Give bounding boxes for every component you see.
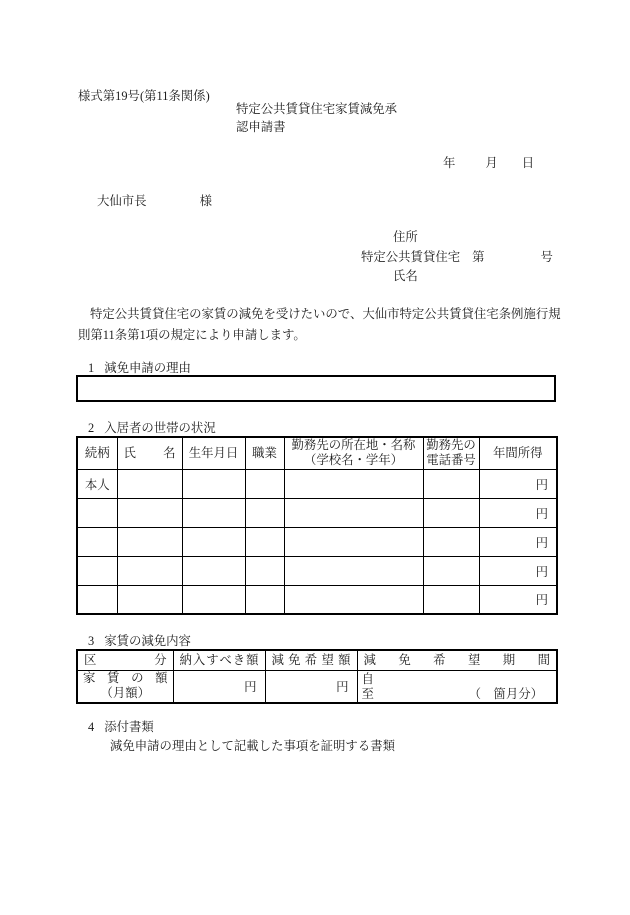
cell-workplace-5[interactable] bbox=[284, 585, 423, 614]
name-label: 氏名 bbox=[393, 269, 418, 283]
period-months-note: （ 箇月分） bbox=[468, 686, 543, 701]
statement-line1: 特定公共賃貸住宅の家賃の減免を受けたいので、大仙市特定公共賃貸住宅条例施行規 bbox=[90, 307, 561, 321]
reduction-table-data-row bbox=[77, 670, 557, 703]
cell-income-4[interactable]: 円 bbox=[479, 556, 557, 585]
section4-body: 減免申請の理由として記載した事項を証明する書類 bbox=[110, 739, 395, 753]
col-header-phone bbox=[423, 437, 479, 469]
cell-category bbox=[77, 670, 173, 703]
col-header-phone-line2: 電話番号 bbox=[426, 453, 476, 468]
date-line bbox=[443, 153, 534, 171]
cell-relation-2[interactable] bbox=[77, 498, 117, 527]
section3-number: 3 bbox=[88, 634, 95, 648]
cell-income-1[interactable]: 円 bbox=[479, 469, 557, 498]
cell-phone-5[interactable] bbox=[423, 585, 479, 614]
addressee-honorific: 様 bbox=[199, 194, 212, 208]
col-header-income: 年間所得 bbox=[479, 437, 557, 469]
household-row-5 bbox=[77, 585, 557, 614]
section1-heading bbox=[88, 358, 191, 376]
col-header-name: 氏名 bbox=[117, 437, 182, 469]
cell-name-2[interactable] bbox=[117, 498, 182, 527]
col-header-workplace-line1: 勤務先の所在地・名称 bbox=[291, 438, 416, 453]
addressee-name: 大仙市長 bbox=[97, 194, 147, 208]
housing-number-suffix: 号 bbox=[540, 250, 553, 264]
cell-income-3[interactable]: 円 bbox=[479, 527, 557, 556]
cell-birthdate-2[interactable] bbox=[182, 498, 245, 527]
col-header-desired-amount: 減免希望額 bbox=[265, 650, 357, 670]
cell-relation-5[interactable] bbox=[77, 585, 117, 614]
col-header-birthdate: 生年月日 bbox=[182, 437, 245, 469]
day-label: 日 bbox=[521, 156, 535, 170]
cell-occupation-4[interactable] bbox=[245, 556, 284, 585]
document-title bbox=[236, 101, 397, 136]
col-header-relation: 続柄 bbox=[77, 437, 117, 469]
cell-birthdate-1[interactable] bbox=[182, 469, 245, 498]
housing-label: 特定公共賃貸住宅 bbox=[361, 250, 461, 264]
section1-title: 減免申請の理由 bbox=[104, 361, 191, 375]
household-table-header-row bbox=[77, 437, 557, 469]
period-from-label: 自 bbox=[361, 671, 374, 686]
col-header-phone-line1: 勤務先の bbox=[426, 438, 476, 453]
cell-occupation-5[interactable] bbox=[245, 585, 284, 614]
section1-number: 1 bbox=[88, 361, 95, 375]
cell-birthdate-3[interactable] bbox=[182, 527, 245, 556]
cell-desired-period[interactable] bbox=[357, 670, 557, 703]
cell-workplace-1[interactable] bbox=[284, 469, 423, 498]
col-header-desired-period: 減免希望期間 bbox=[357, 650, 557, 670]
section3-heading bbox=[88, 631, 191, 649]
category-line2: （月額） bbox=[100, 686, 151, 700]
cell-income-5[interactable]: 円 bbox=[479, 585, 557, 614]
col-header-workplace-line2: （学校名・学年） bbox=[303, 453, 404, 468]
cell-occupation-3[interactable] bbox=[245, 527, 284, 556]
housing-number-line bbox=[361, 247, 553, 265]
cell-relation-1[interactable]: 本人 bbox=[77, 469, 117, 498]
cell-phone-3[interactable] bbox=[423, 527, 479, 556]
cell-birthdate-5[interactable] bbox=[182, 585, 245, 614]
col-header-workplace bbox=[284, 437, 423, 469]
cell-phone-2[interactable] bbox=[423, 498, 479, 527]
reason-input-box[interactable] bbox=[76, 375, 556, 402]
cell-amount-due[interactable]: 円 bbox=[173, 670, 265, 703]
cell-workplace-4[interactable] bbox=[284, 556, 423, 585]
period-to-label: 至 bbox=[361, 686, 374, 701]
cell-workplace-3[interactable] bbox=[284, 527, 423, 556]
section2-heading bbox=[88, 418, 216, 436]
statement-line2: 則第11条第1項の規定により申請します。 bbox=[78, 328, 306, 342]
cell-phone-1[interactable] bbox=[423, 469, 479, 498]
section3-title: 家賃の減免内容 bbox=[104, 634, 191, 648]
cell-occupation-2[interactable] bbox=[245, 498, 284, 527]
cell-income-2[interactable]: 円 bbox=[479, 498, 557, 527]
household-row-4 bbox=[77, 556, 557, 585]
household-row-3 bbox=[77, 527, 557, 556]
cell-phone-4[interactable] bbox=[423, 556, 479, 585]
cell-relation-4[interactable] bbox=[77, 556, 117, 585]
year-label: 年 bbox=[443, 156, 456, 170]
document-title-line1: 特定公共賃貸住宅家賃減免承 bbox=[236, 102, 398, 116]
cell-name-1[interactable] bbox=[117, 469, 182, 498]
household-row-1 bbox=[77, 469, 557, 498]
household-status-table bbox=[76, 436, 558, 615]
section2-number: 2 bbox=[88, 421, 95, 435]
section4-number: 4 bbox=[88, 720, 95, 734]
cell-name-3[interactable] bbox=[117, 527, 182, 556]
application-statement bbox=[78, 304, 562, 346]
rent-reduction-table bbox=[76, 649, 558, 704]
cell-relation-3[interactable] bbox=[77, 527, 117, 556]
month-label: 月 bbox=[485, 156, 498, 170]
household-row-2 bbox=[77, 498, 557, 527]
addressee-line bbox=[97, 191, 212, 209]
cell-name-5[interactable] bbox=[117, 585, 182, 614]
cell-workplace-2[interactable] bbox=[284, 498, 423, 527]
cell-birthdate-4[interactable] bbox=[182, 556, 245, 585]
col-header-occupation: 職業 bbox=[245, 437, 284, 469]
cell-name-4[interactable] bbox=[117, 556, 182, 585]
section4-heading bbox=[88, 717, 154, 735]
housing-number-prefix: 第 bbox=[472, 250, 485, 264]
form-number: 様式第19号(第11条関係) bbox=[78, 89, 210, 103]
document-title-line2: 認申請書 bbox=[236, 119, 286, 134]
col-header-category: 区分 bbox=[77, 650, 173, 670]
section4-title: 添付書類 bbox=[104, 720, 154, 734]
reduction-table-header-row bbox=[77, 650, 557, 670]
cell-occupation-1[interactable] bbox=[245, 469, 284, 498]
col-header-amount-due: 納入すべき額 bbox=[173, 650, 265, 670]
address-label: 住所 bbox=[393, 230, 418, 244]
category-line1: 家賃の額 bbox=[83, 671, 168, 685]
section2-title: 入居者の世帯の状況 bbox=[104, 421, 216, 435]
cell-desired-amount[interactable]: 円 bbox=[265, 670, 357, 703]
